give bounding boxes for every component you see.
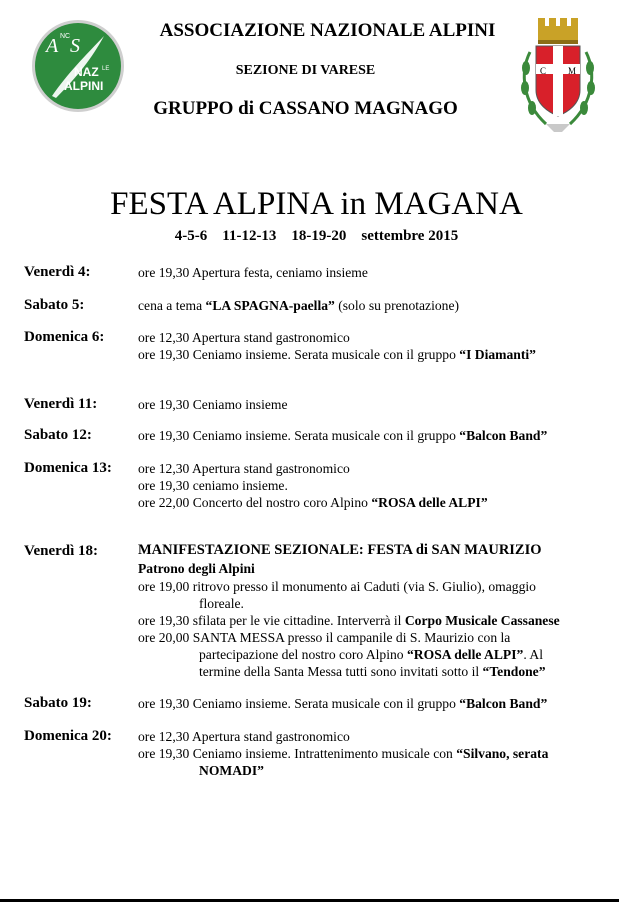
event-title: FESTA ALPINA in MAGANA <box>110 186 523 222</box>
schedule-line-cont: partecipazione del nostro coro Alpino “ROSA delle ALPI”. Al <box>199 647 543 662</box>
logo-nc: NC <box>60 33 71 40</box>
event-subheading: Patrono degli Alpini <box>138 561 255 576</box>
schedule-line: ore 19,30 Ceniamo insieme <box>138 397 288 412</box>
schedule-line: ore 12,30 Apertura stand gastronomico <box>138 330 350 345</box>
logo-letter-s: S <box>70 35 80 57</box>
schedule-line: ore 19,30 Apertura festa, ceniamo insieme <box>138 265 368 280</box>
day-label: Domenica 6: <box>24 329 105 345</box>
day-label: Venerdì 11: <box>24 396 98 412</box>
schedule-line: ore 12,30 Apertura stand gastronomico <box>138 461 350 476</box>
day-label: Domenica 20: <box>24 728 112 744</box>
schedule-line-cont: floreale. <box>199 596 244 611</box>
schedule-line: ore 19,30 Ceniamo insieme. Serata musicale con il gruppo “Balcon Band” <box>138 696 548 711</box>
arms-letter-m: M <box>568 66 577 76</box>
group-name: GRUPPO di CASSANO MAGNAGO <box>153 98 458 119</box>
schedule-line: ore 19,00 ritrovo presso il monumento ai Caduti (via S. Giulio), omaggio <box>138 579 536 594</box>
schedule-line: ore 19,30 Ceniamo insieme. Serata musicale con il gruppo “Balcon Band” <box>138 428 548 443</box>
schedule-line: ore 19,30 Ceniamo insieme. Serata musicale con il gruppo “I Diamanti” <box>138 347 536 362</box>
schedule-line: ore 19,30 ceniamo insieme. <box>138 478 288 493</box>
day-label: Sabato 5: <box>24 297 85 313</box>
schedule-line: ore 19,30 sfilata per le vie cittadine. Interverrà il Corpo Musicale Cassanese <box>138 613 560 628</box>
day-label: Sabato 12: <box>24 427 92 443</box>
schedule-line: ore 22,00 Concerto del nostro coro Alpino “ROSA delle ALPI” <box>138 495 488 510</box>
coat-of-arms-icon <box>516 12 600 138</box>
association-name: ASSOCIAZIONE NAZIONALE ALPINI <box>159 20 496 41</box>
day-label: Domenica 13: <box>24 460 112 476</box>
logo-naz: NAZ <box>74 65 99 79</box>
section-name: SEZIONE DI VARESE <box>235 63 376 78</box>
event-heading: MANIFESTAZIONE SEZIONALE: FESTA di SAN MAURIZIO <box>138 542 542 558</box>
day-label: Venerdì 4: <box>24 264 91 280</box>
schedule-line-cont: termine della Santa Messa tutti sono invitati sotto il “Tendone” <box>199 664 546 679</box>
day-label: Venerdì 18: <box>24 543 99 559</box>
logo-alpini: ALPINI <box>64 79 104 93</box>
schedule-line: ore 20,00 SANTA MESSA presso il campanile di S. Maurizio con la <box>138 630 511 645</box>
schedule-line: cena a tema “LA SPAGNA-paella” (solo su prenotazione) <box>138 298 460 313</box>
logo-letter-a: A <box>46 35 59 57</box>
schedule-line-cont: NOMADI” <box>199 763 264 778</box>
logo-le: LE <box>102 66 110 72</box>
day-label: Sabato 19: <box>24 695 92 711</box>
schedule-line: ore 19,30 Ceniamo insieme. Intrattenimento musicale con “Silvano, serata <box>138 746 549 761</box>
event-dates: 4-5-6 11-12-13 18-19-20 settembre 2015 <box>174 228 459 244</box>
schedule-line: ore 12,30 Apertura stand gastronomico <box>138 729 350 744</box>
arms-letter-c: C <box>540 66 547 76</box>
